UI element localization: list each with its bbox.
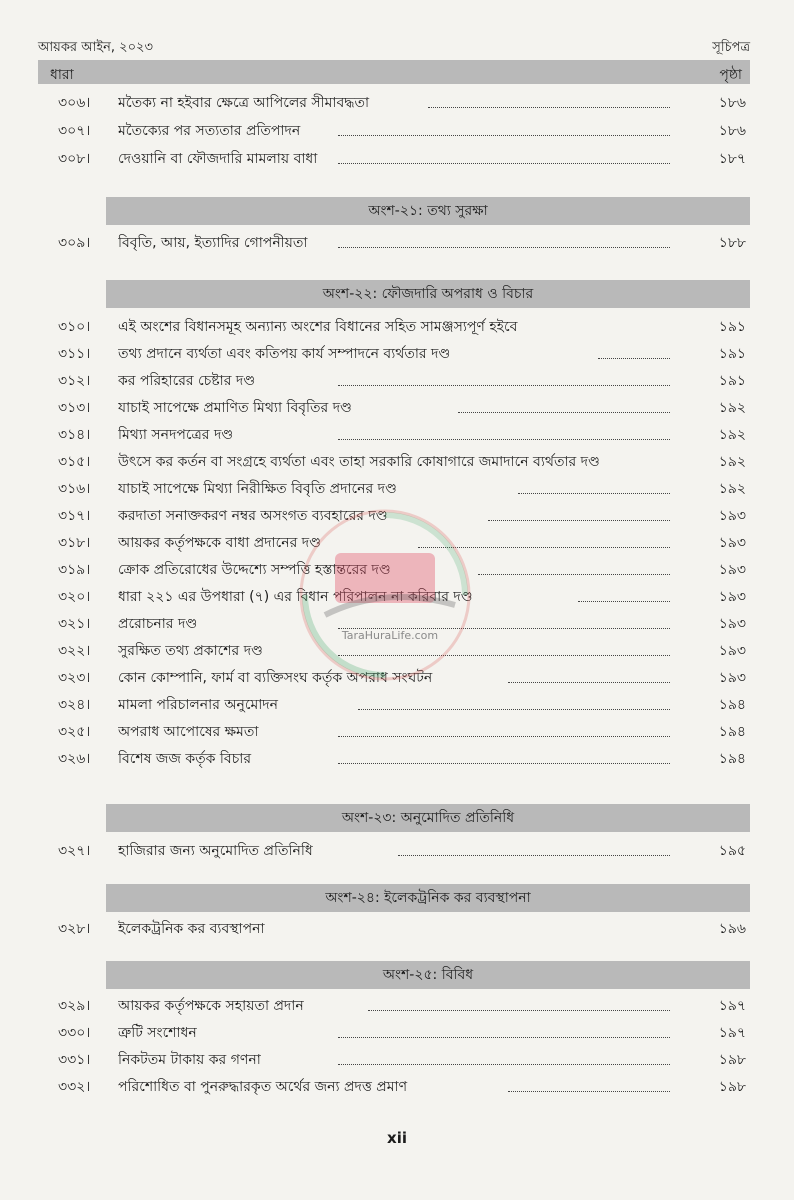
entry-page: ১৯৪ <box>718 697 746 713</box>
column-page-label: পৃষ্ঠা <box>719 67 742 83</box>
entry-page: ১৯৭ <box>718 998 746 1014</box>
entry-title: অপরাধ আপোষের ক্ষমতা <box>118 724 259 740</box>
entry-number: ৩২০। <box>58 589 91 605</box>
entry-title: ধারা ২২১ এর উপধারা (৭) এর বিধান পরিপালন না করিবার দণ্ড <box>118 589 473 605</box>
entry-page: ১৯৩ <box>718 589 746 605</box>
column-section-label: ধারা <box>50 67 74 83</box>
toc-entry <box>38 474 750 502</box>
toc-entry <box>38 116 750 144</box>
entry-number: ৩১০। <box>58 319 91 335</box>
dot-leader <box>338 1064 670 1065</box>
entry-title: মতৈক্য না হইবার ক্ষেত্রে আপিলের সীমাবদ্ধতা <box>118 95 370 111</box>
dot-leader <box>358 709 670 710</box>
entry-title: আয়কর কর্তৃপক্ষকে বাধা প্রদানের দণ্ড <box>118 535 321 551</box>
section-title: সূচিপত্র <box>712 40 750 55</box>
entry-title: আয়কর কর্তৃপক্ষকে সহায়তা প্রদান <box>118 998 304 1014</box>
dot-leader <box>488 520 670 521</box>
entry-title: পরিশোধিত বা পুনরুদ্ধারকৃত অর্থের জন্য প্রদত্ত প্রমাণ <box>118 1079 408 1095</box>
entry-number: ৩১৪। <box>58 427 91 443</box>
dot-leader <box>518 493 670 494</box>
entry-title: নিকটতম টাকায় কর গণনা <box>118 1052 261 1068</box>
entry-number: ৩৩২। <box>58 1079 91 1095</box>
part-heading-21: অংশ-২১: তথ্য সুরক্ষা <box>106 197 750 225</box>
dot-leader <box>398 855 670 856</box>
toc-entry <box>38 501 750 529</box>
dot-leader <box>338 736 670 737</box>
toc-entry <box>38 528 750 556</box>
toc-entry <box>38 339 750 367</box>
entry-page: ১৯১ <box>718 373 746 389</box>
toc-entry <box>38 228 750 256</box>
entry-number: ৩২৮। <box>58 921 91 937</box>
running-head <box>38 38 750 58</box>
entry-title: হাজিরার জন্য অনুমোদিত প্রতিনিধি <box>118 843 313 859</box>
entry-number: ৩১৭। <box>58 508 91 524</box>
entry-page: ১৯৩ <box>718 562 746 578</box>
dot-leader <box>578 601 670 602</box>
toc-entry <box>38 914 750 942</box>
entry-title: মামলা পরিচালনার অনুমোদন <box>118 697 279 713</box>
entry-page: ১৯১ <box>718 346 746 362</box>
entry-title: উৎসে কর কর্তন বা সংগ্রহে ব্যর্থতা এবং তাহা সরকারি কোষাগারে জমাদানে ব্যর্থতার দণ্ড <box>118 454 600 470</box>
toc-entry <box>38 609 750 637</box>
entry-number: ৩০৬। <box>58 95 91 111</box>
entry-number: ৩২১। <box>58 616 91 632</box>
dot-leader <box>338 655 670 656</box>
toc-entry <box>38 582 750 610</box>
part-heading-24: অংশ-২৪: ইলেকট্রনিক কর ব্যবস্থাপনা <box>106 884 750 912</box>
book-title: আয়কর আইন, ২০২৩ <box>38 40 153 55</box>
toc-entry <box>38 555 750 583</box>
toc-entry <box>38 1045 750 1073</box>
entry-number: ৩১১। <box>58 346 91 362</box>
dot-leader <box>428 107 670 108</box>
entry-page: ১৯১ <box>718 319 746 335</box>
entry-page: ১৮৬ <box>718 95 746 111</box>
entry-number: ৩১৫। <box>58 454 91 470</box>
entry-number: ৩২৫। <box>58 724 91 740</box>
entry-page: ১৮৬ <box>718 123 746 139</box>
entry-title: তথ্য প্রদানে ব্যর্থতা এবং কতিপয় কার্য সম্পাদনে ব্যর্থতার দণ্ড <box>118 346 451 362</box>
entry-page: ১৯৬ <box>718 921 746 937</box>
dot-leader <box>338 628 670 629</box>
entry-page: ১৯৩ <box>718 643 746 659</box>
entry-title: ক্রোক প্রতিরোধের উদ্দেশ্যে সম্পত্তি হস্তান্তরের দণ্ড <box>118 562 391 578</box>
entry-page: ১৯২ <box>718 481 746 497</box>
entry-title: বিশেষ জজ কর্তৃক বিচার <box>118 751 252 767</box>
entry-title: মিথ্যা সনদপত্রের দণ্ড <box>118 427 234 443</box>
toc-entry <box>38 312 750 340</box>
entry-number: ৩১২। <box>58 373 91 389</box>
entry-number: ৩১৬। <box>58 481 91 497</box>
toc-entry <box>38 744 750 772</box>
entry-number: ৩২২। <box>58 643 91 659</box>
entry-title: বিবৃতি, আয়, ইত্যাদির গোপনীয়তা <box>118 235 308 251</box>
dot-leader <box>338 135 670 136</box>
part-heading-22: অংশ-২২: ফৌজদারি অপরাধ ও বিচার <box>106 280 750 308</box>
entry-page: ১৯৩ <box>718 670 746 686</box>
dot-leader <box>508 682 670 683</box>
dot-leader <box>338 163 670 164</box>
entry-number: ৩২৯। <box>58 998 91 1014</box>
entry-page: ১৯৩ <box>718 535 746 551</box>
entry-number: ৩৩০। <box>58 1025 91 1041</box>
entry-page: ১৮৮ <box>718 235 746 251</box>
toc-entry <box>38 991 750 1019</box>
toc-entry <box>38 366 750 394</box>
entry-title: মতৈক্যের পর সত্যতার প্রতিপাদন <box>118 123 301 139</box>
entry-page: ১৯২ <box>718 427 746 443</box>
entry-number: ৩২৭। <box>58 843 91 859</box>
entry-title: ইলেকট্রনিক কর ব্যবস্থাপনা <box>118 921 265 937</box>
entry-page: ১৯২ <box>718 400 746 416</box>
entry-number: ৩২৩। <box>58 670 91 686</box>
entry-number: ৩০৮। <box>58 151 91 167</box>
entry-page: ১৯৪ <box>718 751 746 767</box>
entry-title: প্ররোচনার দণ্ড <box>118 616 198 632</box>
part-heading-23: অংশ-২৩: অনুমোদিত প্রতিনিধি <box>106 804 750 832</box>
toc-entry <box>38 690 750 718</box>
toc-entry <box>38 420 750 448</box>
part-heading-25: অংশ-২৫: বিবিধ <box>106 961 750 989</box>
entry-page: ১৯২ <box>718 454 746 470</box>
entry-number: ৩১৯। <box>58 562 91 578</box>
dot-leader <box>478 574 670 575</box>
dot-leader <box>338 385 670 386</box>
toc-entry <box>38 144 750 172</box>
entry-number: ৩০৯। <box>58 235 91 251</box>
entry-page: ১৮৭ <box>718 151 746 167</box>
toc-entry <box>38 663 750 691</box>
dot-leader <box>458 412 670 413</box>
entry-number: ৩১৩। <box>58 400 91 416</box>
entry-page: ১৯৪ <box>718 724 746 740</box>
entry-title: কোন কোম্পানি, ফার্ম বা ব্যক্তিসংঘ কর্তৃক অপরাধ সংঘটন <box>118 670 433 686</box>
toc-entry <box>38 836 750 864</box>
toc-entry <box>38 717 750 745</box>
dot-leader <box>508 1091 670 1092</box>
dot-leader <box>338 247 670 248</box>
watermark-url: TaraHuraLife.com <box>341 629 439 642</box>
dot-leader <box>338 439 670 440</box>
entry-title: দেওয়ানি বা ফৌজদারি মামলায় বাধা <box>118 151 318 167</box>
entry-page: ১৯৩ <box>718 616 746 632</box>
entry-title: সুরক্ষিত তথ্য প্রকাশের দণ্ড <box>118 643 263 659</box>
entry-page: ১৯৭ <box>718 1025 746 1041</box>
dot-leader <box>598 358 670 359</box>
dot-leader <box>338 763 670 764</box>
entry-number: ৩১৮। <box>58 535 91 551</box>
entry-number: ৩০৭। <box>58 123 91 139</box>
entry-page: ১৯৫ <box>718 843 746 859</box>
toc-entry <box>38 393 750 421</box>
toc-entry <box>38 1018 750 1046</box>
entry-number: ৩৩১। <box>58 1052 91 1068</box>
entry-page: ১৯৩ <box>718 508 746 524</box>
entry-title: যাচাই সাপেক্ষে প্রমাণিত মিথ্যা বিবৃতির দণ্ড <box>118 400 352 416</box>
entry-title: কর পরিহারের চেষ্টার দণ্ড <box>118 373 256 389</box>
entry-number: ৩২৬। <box>58 751 91 767</box>
toc-entry <box>38 636 750 664</box>
entry-title: করদাতা সনাক্তকরণ নম্বর অসংগত ব্যবহারের দণ্ড <box>118 508 388 524</box>
dot-leader <box>368 1010 670 1011</box>
entry-title: এই অংশের বিধানসমূহ অন্যান্য অংশের বিধানের সহিত সামঞ্জস্যপূর্ণ হইবে <box>118 319 518 335</box>
toc-entry <box>38 1072 750 1100</box>
dot-leader <box>338 1037 670 1038</box>
dot-leader <box>418 547 670 548</box>
page-number: xii <box>387 1129 407 1147</box>
column-header <box>38 60 750 84</box>
toc-entry <box>38 88 750 116</box>
entry-title: ত্রুটি সংশোধন <box>118 1025 197 1041</box>
entry-number: ৩২৪। <box>58 697 91 713</box>
entry-page: ১৯৮ <box>718 1079 746 1095</box>
toc-entry <box>38 447 750 475</box>
entry-page: ১৯৮ <box>718 1052 746 1068</box>
entry-title: যাচাই সাপেক্ষে মিথ্যা নিরীক্ষিত বিবৃতি প্রদানের দণ্ড <box>118 481 397 497</box>
